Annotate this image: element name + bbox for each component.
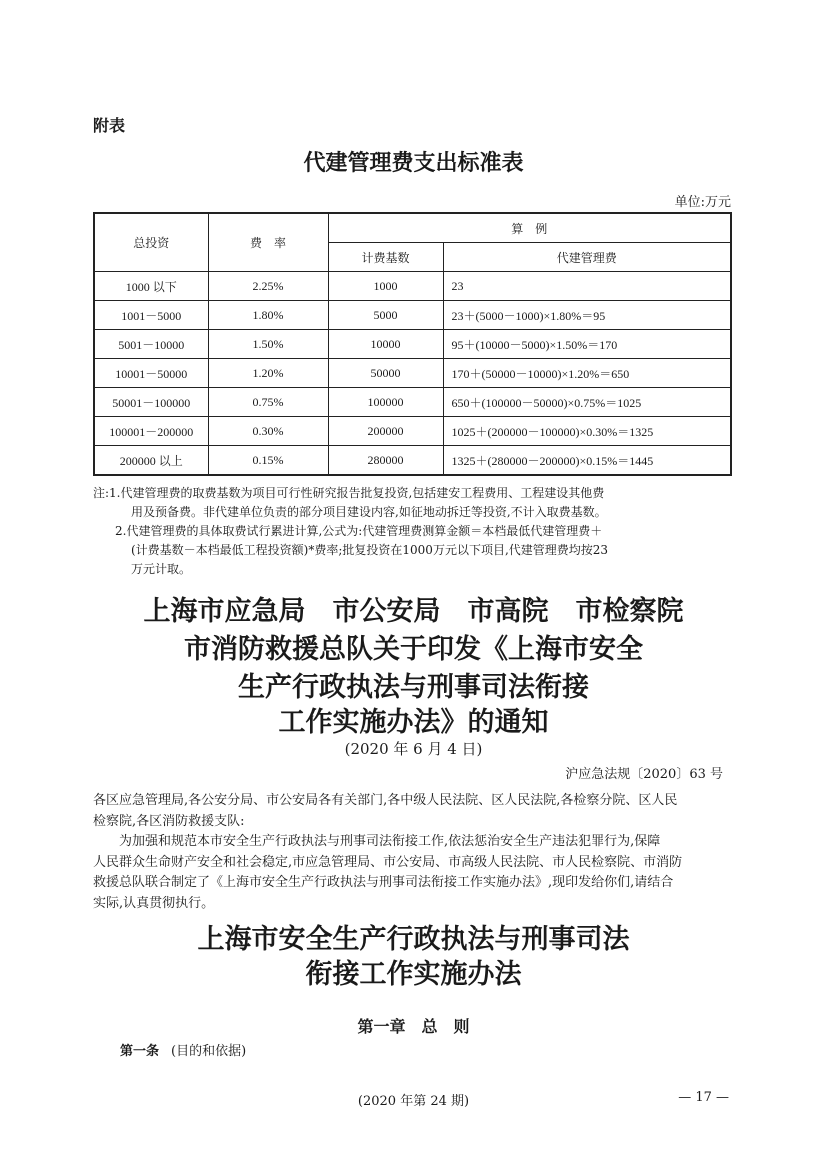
cell-rate: 1.80% xyxy=(208,301,328,330)
cell-total: 50001－100000 xyxy=(94,388,208,417)
chapter-heading: 第一章 总 则 xyxy=(357,1017,470,1036)
cell-base: 200000 xyxy=(328,417,443,446)
cell-total: 1001－5000 xyxy=(94,301,208,330)
issue-footer: (2020 年第 24 期) xyxy=(357,1094,470,1109)
notice-title-line: 工作实施办法》的通知 xyxy=(278,707,549,738)
notice-title-line: 市消防救援总队关于印发《上海市安全 xyxy=(184,634,643,665)
header-fee: 代建管理费 xyxy=(443,243,731,272)
cell-base: 5000 xyxy=(328,301,443,330)
note-line: (计费基数－本档最低工程投资额)*费率;批复投资在1000万元以下项目,代建管理费均按23 xyxy=(131,543,609,557)
cell-fee: 1325＋(280000－200000)×0.15%＝1445 xyxy=(443,446,731,476)
table-notes xyxy=(93,484,733,579)
note-line: 用及预备费。非代建单位负责的部分项目建设内容,如征地动拆迁等投资,不计入取费基数。 xyxy=(131,505,607,519)
body-line: 救援总队联合制定了《上海市安全生产行政执法与刑事司法衔接工作实施办法》,现印发给你们,请结合 xyxy=(93,875,674,890)
cell-base: 1000 xyxy=(328,272,443,301)
cell-base: 10000 xyxy=(328,330,443,359)
cell-rate: 0.30% xyxy=(208,417,328,446)
document-number: 沪应急法规〔2020〕63 号 xyxy=(565,767,723,782)
body-line: 检察院,各区消防救援支队: xyxy=(93,813,245,829)
cell-rate: 0.75% xyxy=(208,388,328,417)
cell-total: 1000 以下 xyxy=(94,272,208,301)
fee-standard-table xyxy=(93,212,732,476)
cell-total: 100001－200000 xyxy=(94,417,208,446)
cell-rate: 1.50% xyxy=(208,330,328,359)
article-heading xyxy=(120,1040,246,1059)
note-line: 万元计取。 xyxy=(131,562,192,576)
table-row xyxy=(94,446,731,476)
appendix-label: 附表 xyxy=(93,116,126,135)
page-number: — 17 — xyxy=(678,1090,729,1105)
header-base: 计费基数 xyxy=(328,243,443,272)
note-line: 注:1.代建管理费的取费基数为项目可行性研究报告批复投资,包括建安工程费用、工程建设其他费 xyxy=(93,486,605,500)
notice-title-line: 上海市应急局 市公安局 市高院 市检察院 xyxy=(143,596,684,627)
notice-date: (2020 年 6 月 4 日) xyxy=(344,740,483,758)
header-total: 总投资 xyxy=(94,213,208,272)
cell-total: 200000 以上 xyxy=(94,446,208,476)
table-row xyxy=(94,359,731,388)
table-row xyxy=(94,272,731,301)
measures-title-line: 上海市安全生产行政执法与刑事司法 xyxy=(197,924,630,955)
cell-fee: 23 xyxy=(443,272,731,301)
header-example: 算 例 xyxy=(328,213,731,243)
cell-rate: 2.25% xyxy=(208,272,328,301)
body-line: 人民群众生命财产安全和社会稳定,市应急管理局、市公安局、市高级人民法院、市人民检察院、市消防 xyxy=(93,854,683,870)
unit-label: 单位:万元 xyxy=(674,195,731,210)
table-row xyxy=(94,417,731,446)
cell-base: 50000 xyxy=(328,359,443,388)
cell-fee: 23＋(5000－1000)×1.80%＝95 xyxy=(443,301,731,330)
cell-total: 5001－10000 xyxy=(94,330,208,359)
cell-fee: 650＋(100000－50000)×0.75%＝1025 xyxy=(443,388,731,417)
article-text: (目的和依据) xyxy=(171,1044,247,1059)
notice-body xyxy=(93,791,733,914)
body-line: 实际,认真贯彻执行。 xyxy=(93,895,215,911)
cell-fee: 170＋(50000－10000)×1.20%＝650 xyxy=(443,359,731,388)
cell-rate: 0.15% xyxy=(208,446,328,476)
cell-fee: 95＋(10000－5000)×1.50%＝170 xyxy=(443,330,731,359)
cell-rate: 1.20% xyxy=(208,359,328,388)
body-line: 为加强和规范本市安全生产行政执法与刑事司法衔接工作,依法惩治安全生产违法犯罪行为,保障 xyxy=(119,834,661,849)
header-rate: 费 率 xyxy=(208,213,328,272)
article-label: 第一条 xyxy=(120,1044,160,1059)
table-row xyxy=(94,330,731,359)
cell-base: 100000 xyxy=(328,388,443,417)
cell-base: 280000 xyxy=(328,446,443,476)
table-title: 代建管理费支出标准表 xyxy=(303,151,524,176)
table-row xyxy=(94,301,731,330)
body-line: 各区应急管理局,各公安分局、市公安局各有关部门,各中级人民法院、区人民法院,各检察分院、区人民 xyxy=(93,793,678,808)
cell-fee: 1025＋(200000－100000)×0.30%＝1325 xyxy=(443,417,731,446)
notice-title-line: 生产行政执法与刑事司法衔接 xyxy=(238,672,589,703)
table-row xyxy=(94,388,731,417)
measures-title-line: 衔接工作实施办法 xyxy=(305,959,522,990)
note-line: 2.代建管理费的具体取费试行累进计算,公式为:代建管理费测算金额＝本档最低代建管理费＋ xyxy=(115,524,603,538)
cell-total: 10001－50000 xyxy=(94,359,208,388)
